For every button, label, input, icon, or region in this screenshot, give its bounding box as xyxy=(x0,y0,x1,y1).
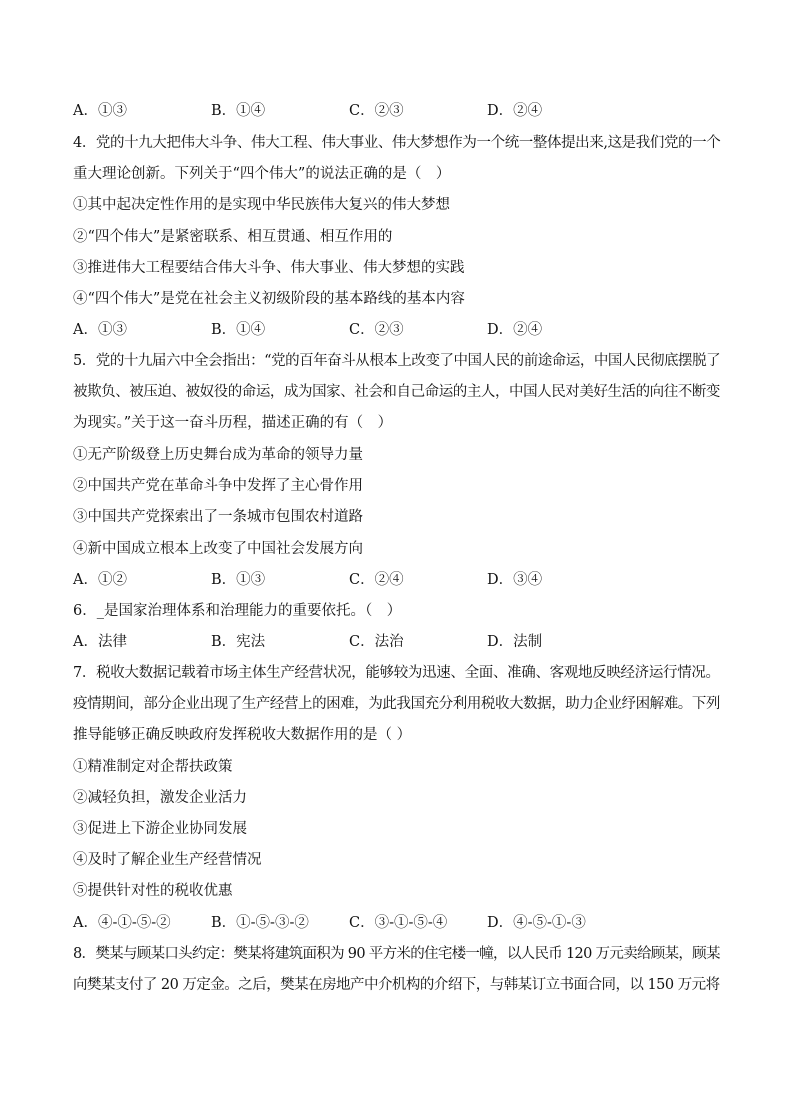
q4-option-d[interactable]: D．②④ xyxy=(487,322,543,338)
q6-options xyxy=(73,632,733,652)
q6-option-b[interactable]: B．宪法 xyxy=(211,634,266,650)
q7-options xyxy=(73,913,733,933)
q4-stem-line-2: 重大理论创新。下列关于“四个伟大”的说法正确的是（ ） xyxy=(73,166,451,182)
q7-item-2: ②减轻负担，激发企业活力 xyxy=(73,790,247,806)
q4-item-3: ③推进伟大工程要结合伟大斗争、伟大事业、伟大梦想的实践 xyxy=(73,260,465,276)
q5-option-d[interactable]: D．③④ xyxy=(487,572,543,588)
q7-item-5: ⑤提供针对性的税收优惠 xyxy=(73,883,233,899)
q5-item-4: ④新中国成立根本上改变了中国社会发展方向 xyxy=(73,541,363,557)
q7-option-a[interactable]: A．④-①-⑤-② xyxy=(73,915,171,931)
q6-option-c[interactable]: C．法治 xyxy=(349,634,404,650)
q6-stem: 6．_是国家治理体系和治理能力的重要依托。（ ） xyxy=(73,603,402,619)
q5-option-c[interactable]: C．②④ xyxy=(349,572,404,588)
q4-option-b[interactable]: B．①④ xyxy=(211,322,266,338)
q7-stem-line-1: 7．税收大数据记载着市场主体生产经营状况，能够较为迅速、全面、准确、客观地反映经济运行情况。 xyxy=(73,665,720,681)
q5-stem-line-1: 5．党的十九届六中全会指出：“党的百年奋斗从根本上改变了中国人民的前途命运，中国人民彻底摆脱了 xyxy=(73,353,721,369)
q6-option-d[interactable]: D．法制 xyxy=(487,634,543,650)
q3-option-b[interactable]: B．①④ xyxy=(211,103,266,119)
q7-item-4: ④及时了解企业生产经营情况 xyxy=(73,852,262,868)
q3-option-c[interactable]: C．②③ xyxy=(349,103,404,119)
q5-item-3: ③中国共产党探索出了一条城市包围农村道路 xyxy=(73,509,363,525)
q3-option-a[interactable]: A．①③ xyxy=(73,103,127,119)
q4-option-c[interactable]: C．②③ xyxy=(349,322,404,338)
q7-stem-line-2: 疫情期间，部分企业出现了生产经营上的困难，为此我国充分利用税收大数据，助力企业纾困解难。下列 xyxy=(73,696,720,712)
q7-option-d[interactable]: D．④-⑤-①-③ xyxy=(487,915,586,931)
q4-option-a[interactable]: A．①③ xyxy=(73,322,127,338)
q7-item-3: ③促进上下游企业协同发展 xyxy=(73,821,247,837)
q4-item-4: ④“四个伟大”是党在社会主义初级阶段的基本路线的基本内容 xyxy=(73,291,465,307)
q3-option-d[interactable]: D．②④ xyxy=(487,103,543,119)
q5-item-2: ②中国共产党在革命斗争中发挥了主心骨作用 xyxy=(73,478,363,494)
q5-stem-line-3: 为现实。”关于这一奋斗历程，描述正确的有（ ） xyxy=(73,415,393,431)
q5-item-1: ①无产阶级登上历史舞台成为革命的领导力量 xyxy=(73,447,363,463)
q5-options xyxy=(73,570,733,590)
q4-stem-line-1: 4．党的十九大把伟大斗争、伟大工程、伟大事业、伟大梦想作为一个统一整体提出来,这是我们党的一个 xyxy=(73,135,721,151)
q8-stem-line-2: 向樊某支付了 20 万定金。之后，樊某在房地产中介机构的介绍下，与韩某订立书面合同，以 150 万元将 xyxy=(73,977,720,993)
q7-item-1: ①精准制定对企帮扶政策 xyxy=(73,759,233,775)
q7-option-b[interactable]: B．①-⑤-③-② xyxy=(211,915,309,931)
q4-item-2: ②“四个伟大”是紧密联系、相互贯通、相互作用的 xyxy=(73,229,393,245)
q4-options xyxy=(73,320,733,340)
q6-option-a[interactable]: A．法律 xyxy=(73,634,127,650)
q5-option-a[interactable]: A．①② xyxy=(73,572,127,588)
q3-options xyxy=(73,101,733,121)
q7-stem-line-3: 推导能够正确反映政府发挥税收大数据作用的是（ ） xyxy=(73,727,412,743)
q7-option-c[interactable]: C．③-①-⑤-④ xyxy=(349,915,448,931)
q5-stem-line-2: 被欺负、被压迫、被奴役的命运，成为国家、社会和自己命运的主人，中国人民对美好生活的向往不断变 xyxy=(73,384,720,400)
q8-stem-line-1: 8．樊某与顾某口头约定：樊某将建筑面积为 90 平方米的住宅楼一幢，以人民币 120 万元卖给顾某，顾某 xyxy=(73,946,720,962)
q5-option-b[interactable]: B．①③ xyxy=(211,572,266,588)
q4-item-1: ①其中起决定性作用的是实现中华民族伟大复兴的伟大梦想 xyxy=(73,197,450,213)
